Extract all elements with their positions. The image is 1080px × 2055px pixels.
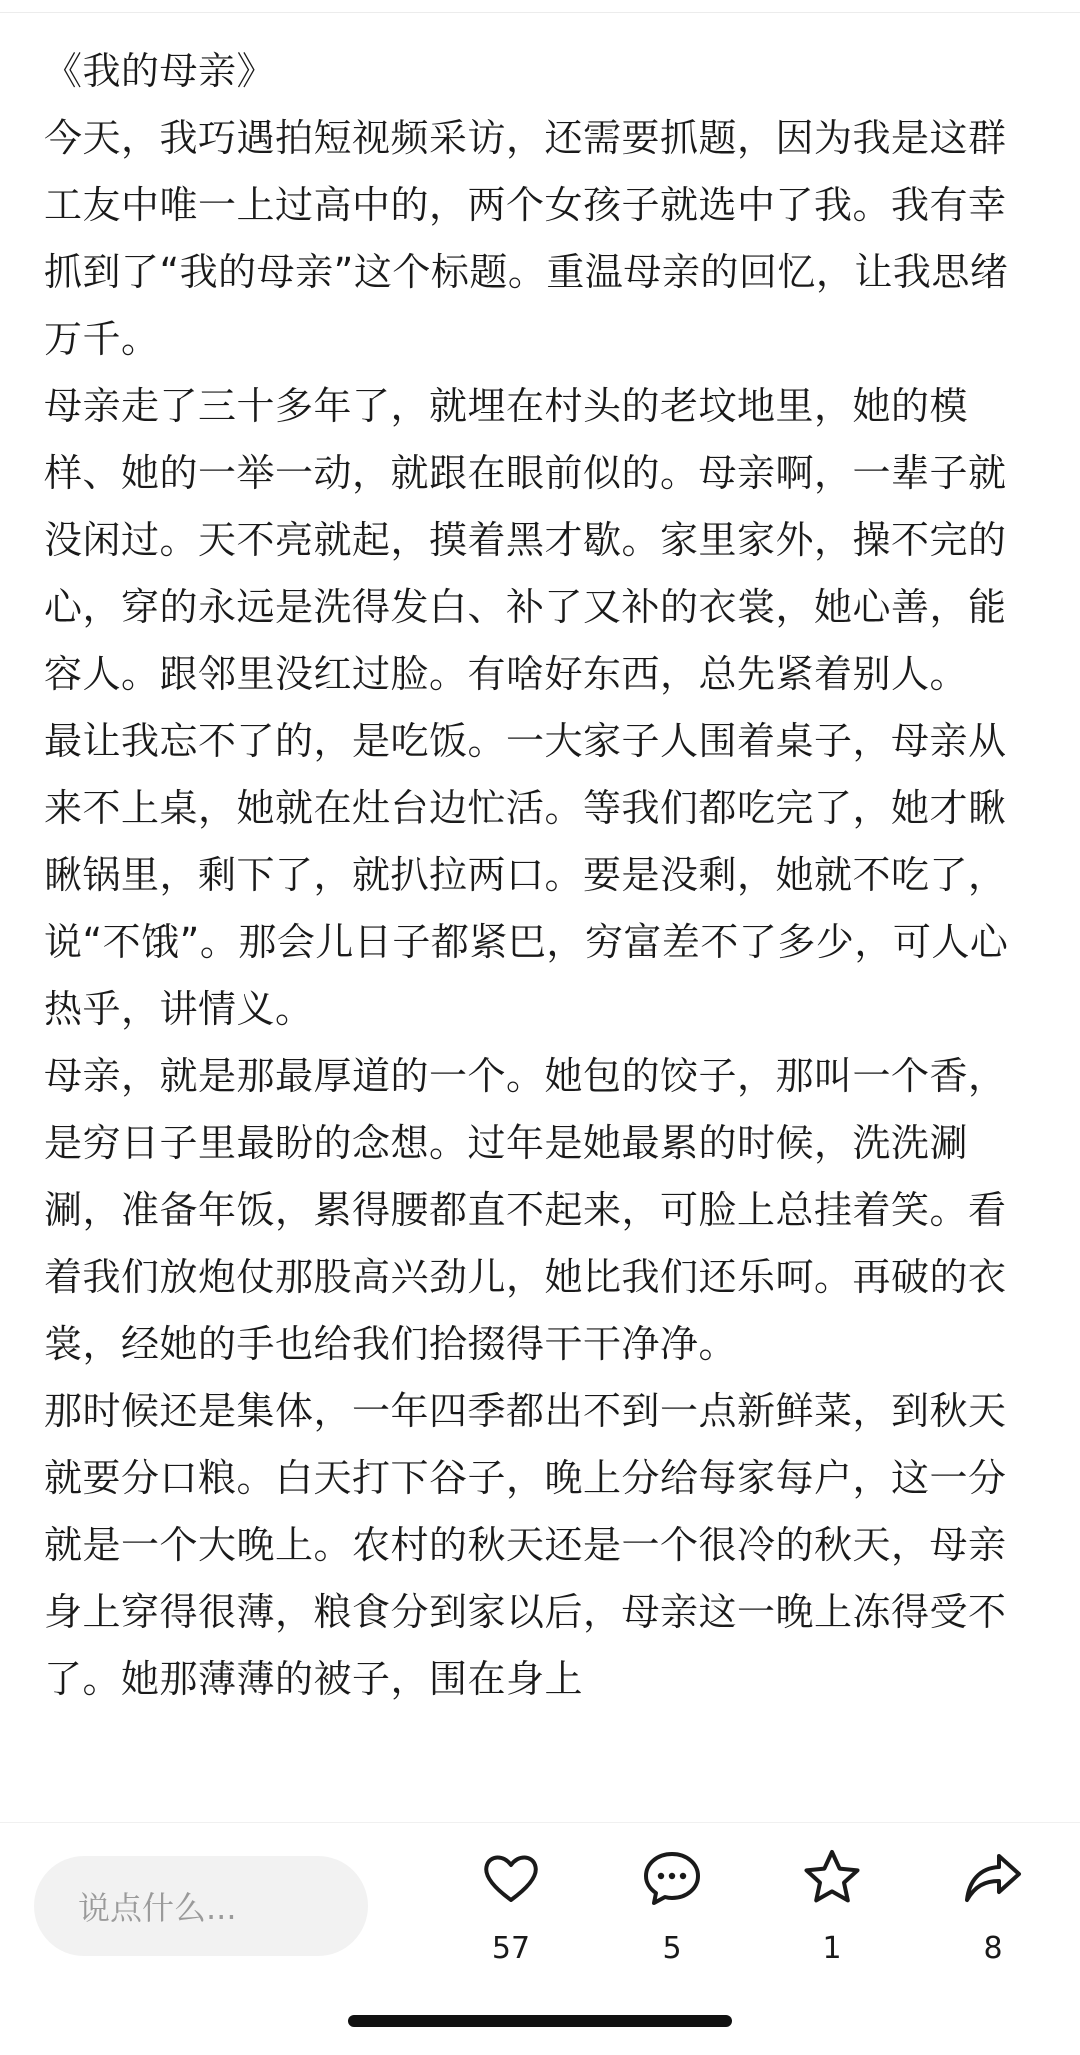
- article-paragraph: 那时候还是集体，一年四季都出不到一点新鲜菜，到秋天就要分口粮。白天打下谷子，晚上分给每家每户，这一分就是一个大晚上。农村的秋天还是一个很冷的秋天，母亲身上穿得很薄，粮食分到家以后，母亲这一晚上冻得受不了。她那薄薄的被子，围在身上: [44, 1389, 1007, 1701]
- star-icon: [800, 1846, 864, 1910]
- article-body: [44, 38, 1044, 1820]
- heart-icon: [479, 1846, 543, 1910]
- article-paragraph: 母亲，就是那最厚道的一个。她包的饺子，那叫一个香，是穷日子里最盼的念想。过年是她最累的时候，洗洗涮涮，准备年饭，累得腰都直不起来，可脸上总挂着笑。看着我们放炮仗那股高兴劲儿，她比我们还乐呵。再破的衣裳，经她的手也给我们拾掇得干干净净。: [44, 1054, 1007, 1366]
- top-divider: [0, 12, 1080, 13]
- home-indicator[interactable]: [348, 2015, 732, 2027]
- comment-count: 5: [662, 1931, 682, 1966]
- article-paragraph: 今天，我巧遇拍短视频采访，还需要抓题，因为我是这群工友中唯一上过高中的，两个女孩子就选中了我。我有幸抓到了“我的母亲”这个标题。重温母亲的回忆，让我思绪万千。: [44, 116, 1009, 361]
- comment-button[interactable]: [617, 1846, 727, 1986]
- bar-divider: [0, 1822, 1080, 1823]
- comment-bubble-icon: [640, 1846, 704, 1910]
- article-title: 《我的母亲》: [44, 49, 276, 93]
- favorite-button[interactable]: [777, 1846, 887, 1986]
- share-button[interactable]: [938, 1846, 1048, 1986]
- comment-placeholder: 说点什么...: [78, 1889, 237, 1927]
- share-arrow-icon: [961, 1846, 1025, 1910]
- like-count: 57: [491, 1931, 531, 1966]
- share-count: 8: [983, 1931, 1003, 1966]
- comment-input[interactable]: [34, 1856, 368, 1956]
- article-paragraph: 最让我忘不了的，是吃饭。一大家子人围着桌子，母亲从来不上桌，她就在灶台边忙活。等我们都吃完了，她才瞅瞅锅里，剩下了，就扒拉两口。要是没剩，她就不吃了，说“不饿”。那会儿日子都紧巴，穷富差不了多少，可人心热乎，讲情义。: [44, 719, 1009, 1031]
- like-button[interactable]: [456, 1846, 566, 1986]
- favorite-count: 1: [822, 1931, 842, 1966]
- article-paragraph: 母亲走了三十多年了，就埋在村头的老坟地里，她的模样、她的一举一动，就跟在眼前似的。母亲啊，一辈子就没闲过。天不亮就起，摸着黑才歇。家里家外，操不完的心，穿的永远是洗得发白、补了又补的衣裳，她心善，能容人。跟邻里没红过脸。有啥好东西，总先紧着别人。: [44, 384, 1007, 696]
